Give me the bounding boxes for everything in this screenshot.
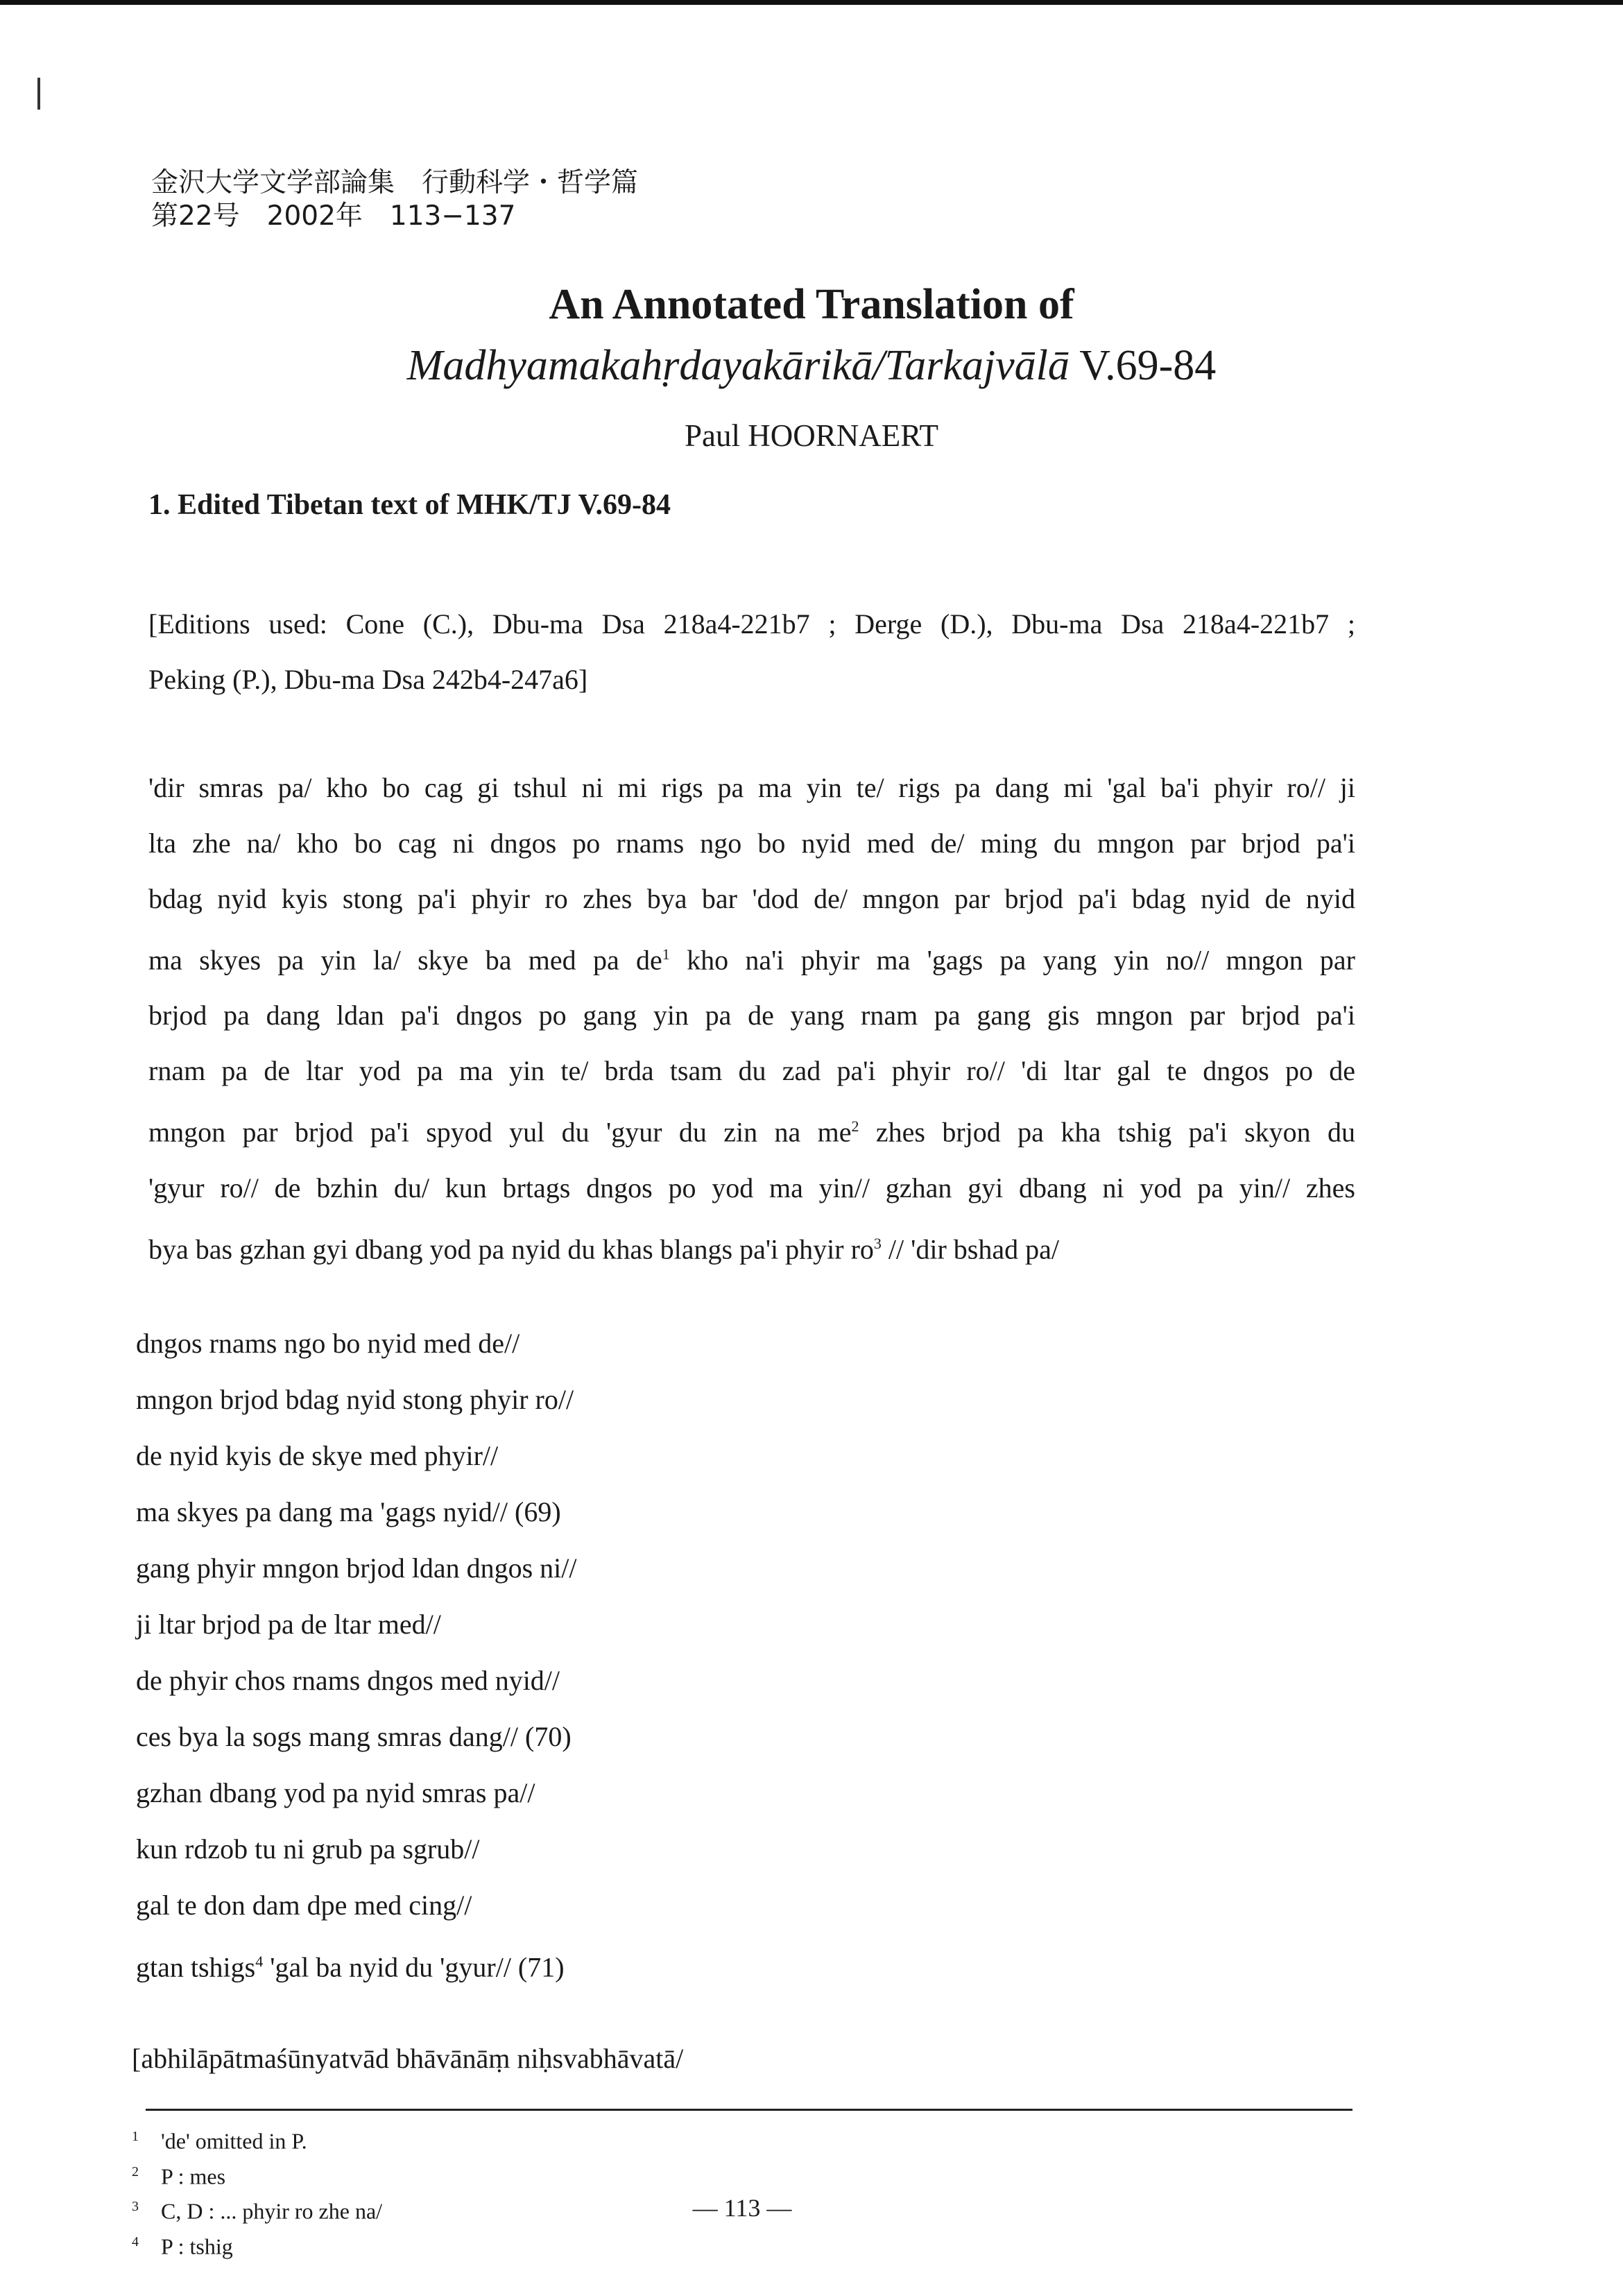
verse-line: ji ltar brjod pa de ltar med// [136,1609,441,1640]
title-work-name: Madhyamakahṛdayakārikā/Tarkajvālā [406,342,1070,389]
footnotes [132,2121,382,2262]
footnote [132,2191,382,2227]
verse-line: kun rdzob tu ni grub pa sgrub// [136,1833,480,1865]
verse-line: dngos rnams ngo bo nyid med de// [136,1328,520,1359]
footnote-ref: 1 [662,945,670,963]
footnote-ref: 3 [873,1234,882,1252]
page-number: — 113 — [692,2194,792,2222]
footnote-number: 4 [132,2234,139,2250]
tibetan-prose [148,760,1355,1277]
prose-line: bdag nyid kyis stong pa'i phyir ro zhes bya bar 'dod de/ mngon par brjod pa'i bdag nyid de nyid [148,883,1355,914]
footnote-number: 2 [132,2164,139,2179]
scan-border-top [0,0,1623,5]
verse-line: gal te don dam dpe med cing// [136,1890,472,1921]
paper-title-line2 [0,341,1623,391]
prose-text: kho na'i phyir ma 'gags pa yang yin no// mngon par [669,944,1356,976]
editions-line-2: Peking (P.), Dbu-ma Dsa 242b4-247a6] [148,664,588,695]
prose-line: brjod pa dang ldan pa'i dngos po gang yin pa de yang rnam pa gang gis mngon par brjod pa'i [148,1000,1355,1031]
footnote [132,2121,382,2157]
sanskrit-verse: [abhilāpātmaśūnyatvād bhāvānāṃ niḥsvabhāvatā/ [132,2043,684,2074]
verse-line [136,1933,577,1995]
prose-text: mngon par brjod pa'i spyod yul du 'gyur du zin na me [148,1116,852,1148]
footnote-ref: 2 [851,1117,859,1136]
prose-line [148,1216,1355,1277]
prose-line: 'dir smras pa/ kho bo cag gi tshul ni mi rigs pa ma yin te/ rigs pa dang mi 'gal ba'i phyir ro// ji [148,772,1355,803]
footnote-number: 1 [132,2129,139,2144]
prose-line [148,927,1355,988]
footnote-text: P : mes [161,2164,226,2189]
prose-text: // 'dir bshad pa/ [881,1233,1059,1265]
journal-header [151,166,638,233]
paper-title-line1: An Annotated Translation of [549,281,1074,328]
verse-line: gang phyir mngon brjod ldan dngos ni// [136,1552,577,1584]
footnote-text: P : tshig [161,2234,233,2259]
verse-line: ma skyes pa dang ma 'gags nyid// (69) [136,1496,561,1527]
footnote-text: 'de' omitted in P. [161,2128,307,2154]
prose-line: lta zhe na/ kho bo cag ni dngos po rnams ngo bo nyid med de/ ming du mngon par brjod pa'i [148,828,1355,859]
prose-text: bya bas gzhan gyi dbang yod pa nyid du khas blangs pa'i phyir ro [148,1233,874,1265]
footnote-ref: 4 [255,1953,264,1970]
footnote [132,2227,382,2262]
verse-line: gzhan dbang yod pa nyid smras pa// [136,1777,535,1808]
prose-text: ma skyes pa yin la/ skye ba med pa de [148,944,662,976]
editions-line-1: [Editions used: Cone (C.), Dbu-ma Dsa 218a4-221b7 ; Derge (D.), Dbu-ma Dsa 218a4-221b7 ; [148,608,1355,640]
verse-text: gtan tshigs [136,1951,256,1983]
verse-line: ces bya la sogs mang smras dang// (70) [136,1721,572,1752]
verse-block [136,1315,577,1995]
prose-line: rnam pa de ltar yod pa ma yin te/ brda tsam du zad pa'i phyir ro// 'di ltar gal te dngos po de [148,1055,1355,1087]
journal-issue: 第22号 2002年 113−137 [151,200,516,232]
scan-mark [37,78,40,110]
journal-title: 金沢大学文学部論集 行動科学・哲学篇 [151,167,639,198]
verse-line: de nyid kyis de skye med phyir// [136,1440,499,1471]
footnote-number: 3 [132,2199,139,2215]
section-heading: 1. Edited Tibetan text of MHK/TJ V.69-84 [148,489,671,521]
title-verse-range: V.69-84 [1069,342,1217,389]
verse-line: de phyir chos rnams dngos med nyid// [136,1665,560,1696]
editions-note [148,597,1355,708]
footnote-rule [146,2109,1352,2111]
author: Paul HOORNAERT [684,418,939,453]
verse-line: mngon brjod bdag nyid stong phyir ro// [136,1384,574,1415]
prose-line: 'gyur ro// de bzhin du/ kun brtags dngos po yod ma yin// gzhan gyi dbang ni yod pa yin// zhes [148,1172,1355,1203]
footnote [132,2157,382,2192]
prose-text: zhes brjod pa kha tshig pa'i skyon du [859,1116,1356,1148]
verse-text: 'gal ba nyid du 'gyur// (71) [263,1951,565,1983]
footnote-text: C, D : ... phyir ro zhe na/ [161,2198,383,2224]
prose-line [148,1099,1355,1160]
